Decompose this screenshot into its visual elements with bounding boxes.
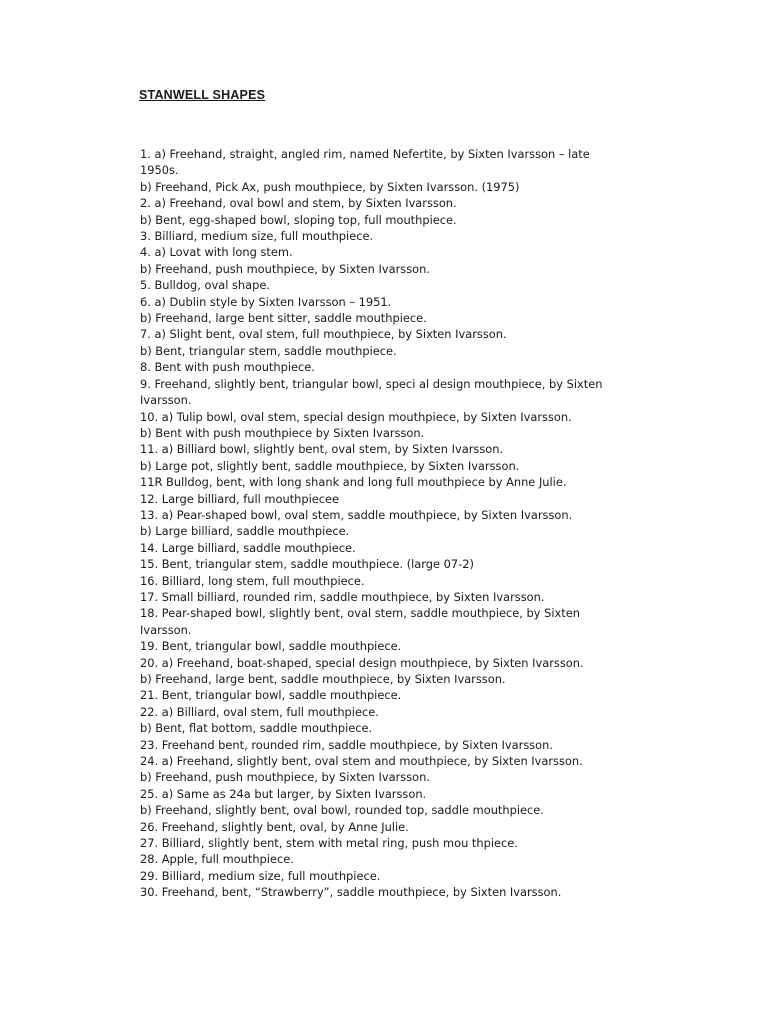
page-title: STANWELL SHAPES — [139, 88, 266, 102]
list-item: 4. a) Lovat with long stem. — [140, 245, 293, 260]
list-item: 16. Billiard, long stem, full mouthpiece. — [140, 573, 365, 588]
list-item: 23. Freehand bent, rounded rim, saddle mouthpiece, by Sixten Ivarsson. — [140, 737, 553, 752]
list-item: 9. Freehand, slightly bent, triangular bowl, speci al design mouthpiece, by Sixten Ivarsson. — [140, 376, 603, 408]
list-item: 24. a) Freehand, slightly bent, oval stem and mouthpiece, by Sixten Ivarsson. — [140, 754, 583, 769]
list-item: 11. a) Billiard bowl, slightly bent, oval stem, by Sixten Ivarsson. — [140, 442, 504, 457]
list-item: 13. a) Pear-shaped bowl, oval stem, saddle mouthpiece, by Sixten Ivarsson. — [140, 507, 573, 522]
list-item: 15. Bent, triangular stem, saddle mouthpiece. (large 07-2) — [140, 557, 474, 572]
list-item: 26. Freehand, slightly bent, oval, by Anne Julie. — [140, 819, 409, 834]
list-item: 5. Bulldog, oval shape. — [140, 278, 270, 293]
list-item: 18. Pear-shaped bowl, slightly bent, oval stem, saddle mouthpiece, by Sixten Ivarsson. — [140, 606, 580, 637]
list-item: b) Freehand, push mouthpiece, by Sixten Ivarsson. — [140, 261, 430, 276]
list-item: 20. a) Freehand, boat-shaped, special design mouthpiece, by Sixten Ivarsson. — [140, 655, 584, 670]
list-item: b) Bent, flat bottom, saddle mouthpiece. — [140, 721, 373, 736]
list-item: 25. a) Same as 24a but larger, by Sixten Ivarsson. — [140, 786, 427, 801]
list-item: b) Bent, egg-shaped bowl, sloping top, full mouthpiece. — [140, 212, 457, 227]
shape-list — [140, 146, 630, 901]
list-item: 29. Billiard, medium size, full mouthpiece. — [140, 868, 381, 883]
list-item: 22. a) Billiard, oval stem, full mouthpiece. — [140, 704, 379, 719]
list-item: 1. a) Freehand, straight, angled rim, named Nefertite, by Sixten Ivarsson – late 1950s. — [140, 147, 590, 178]
list-item: 14. Large billiard, saddle mouthpiece. — [140, 540, 356, 555]
list-item: b) Freehand, large bent sitter, saddle mouthpiece. — [140, 311, 427, 326]
list-item: 30. Freehand, bent, “Strawberry”, saddle mouthpiece, by Sixten Ivarsson. — [140, 885, 562, 900]
list-item: 2. a) Freehand, oval bowl and stem, by Sixten Ivarsson. — [140, 196, 457, 211]
list-item: 19. Bent, triangular bowl, saddle mouthpiece. — [140, 639, 402, 654]
list-item: b) Bent with push mouthpiece by Sixten Ivarsson. — [140, 425, 425, 440]
list-item: 28. Apple, full mouthpiece. — [140, 852, 294, 867]
list-item: 27. Billiard, slightly bent, stem with metal ring, push mou thpiece. — [140, 836, 518, 851]
list-item: 7. a) Slight bent, oval stem, full mouthpiece, by Sixten Ivarsson. — [140, 327, 507, 342]
list-item: b) Bent, triangular stem, saddle mouthpiece. — [140, 343, 397, 358]
list-item: 10. a) Tulip bowl, oval stem, special design mouthpiece, by Sixten Ivarsson. — [140, 409, 572, 424]
list-item: 8. Bent with push mouthpiece. — [140, 360, 315, 375]
list-item: 21. Bent, triangular bowl, saddle mouthpiece. — [140, 688, 402, 703]
list-item: b) Large billiard, saddle mouthpiece. — [140, 524, 350, 539]
list-item: 11R Bulldog, bent, with long shank and long full mouthpiece by Anne Julie. — [140, 475, 567, 490]
list-item: 12. Large billiard, full mouthpiecee — [140, 491, 340, 506]
list-item: b) Freehand, Pick Ax, push mouthpiece, by Sixten Ivarsson. (1975) — [140, 179, 520, 194]
list-item: b) Freehand, slightly bent, oval bowl, rounded top, saddle mouthpiece. — [140, 803, 544, 818]
list-item: b) Large pot, slightly bent, saddle mouthpiece, by Sixten Ivarsson. — [140, 458, 520, 473]
list-item: 6. a) Dublin style by Sixten Ivarsson – 1951. — [140, 294, 392, 309]
list-item: 17. Small billiard, rounded rim, saddle mouthpiece, by Sixten Ivarsson. — [140, 589, 545, 604]
list-item: 3. Billiard, medium size, full mouthpiece. — [140, 229, 374, 244]
list-item: b) Freehand, large bent, saddle mouthpiece, by Sixten Ivarsson. — [140, 672, 506, 686]
list-item: b) Freehand, push mouthpiece, by Sixten Ivarsson. — [140, 770, 430, 785]
